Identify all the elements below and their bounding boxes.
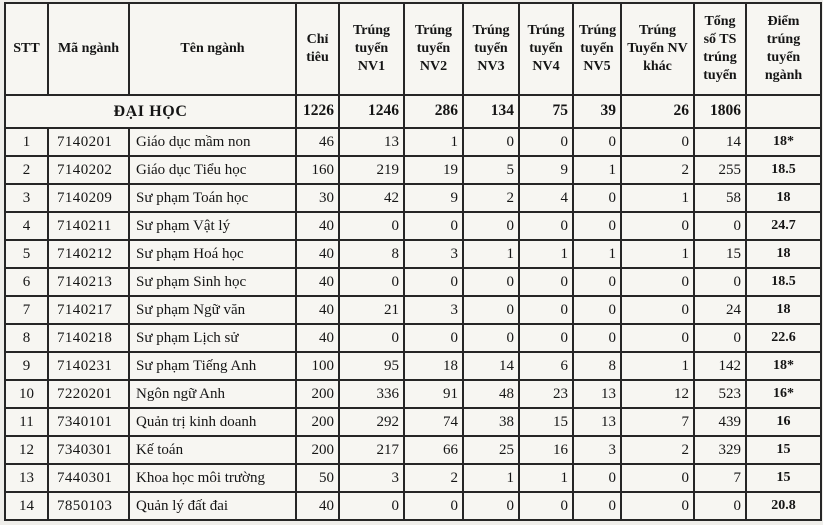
row-quota: 40 bbox=[296, 324, 339, 352]
row-nv3: 1 bbox=[463, 464, 519, 492]
row-nv-khac: 0 bbox=[621, 128, 694, 156]
row-nv-khac: 0 bbox=[621, 324, 694, 352]
row-code: 7140201 bbox=[48, 128, 129, 156]
row-code: 7140211 bbox=[48, 212, 129, 240]
table-row bbox=[5, 156, 821, 184]
row-nv1: 0 bbox=[339, 324, 404, 352]
row-nv1: 8 bbox=[339, 240, 404, 268]
row-score: 24.7 bbox=[746, 212, 821, 240]
row-nv2: 91 bbox=[404, 380, 463, 408]
row-code: 7140209 bbox=[48, 184, 129, 212]
row-nv2: 0 bbox=[404, 268, 463, 296]
summary-diem bbox=[746, 95, 821, 128]
row-nv-khac: 1 bbox=[621, 240, 694, 268]
row-nv3: 0 bbox=[463, 268, 519, 296]
row-stt: 4 bbox=[5, 212, 48, 240]
row-nv5: 1 bbox=[573, 156, 621, 184]
table-row bbox=[5, 380, 821, 408]
row-nv4: 6 bbox=[519, 352, 573, 380]
row-name: Ngôn ngữ Anh bbox=[129, 380, 296, 408]
table-row bbox=[5, 240, 821, 268]
row-total: 0 bbox=[694, 268, 746, 296]
row-nv2: 18 bbox=[404, 352, 463, 380]
row-total: 14 bbox=[694, 128, 746, 156]
row-code: 7340101 bbox=[48, 408, 129, 436]
row-nv2: 74 bbox=[404, 408, 463, 436]
row-nv-khac: 1 bbox=[621, 184, 694, 212]
row-stt: 14 bbox=[5, 492, 48, 520]
row-code: 7440301 bbox=[48, 464, 129, 492]
table-row bbox=[5, 268, 821, 296]
row-nv1: 42 bbox=[339, 184, 404, 212]
table-row bbox=[5, 296, 821, 324]
row-score: 22.6 bbox=[746, 324, 821, 352]
row-quota: 40 bbox=[296, 240, 339, 268]
row-nv1: 0 bbox=[339, 268, 404, 296]
row-nv5: 0 bbox=[573, 464, 621, 492]
row-nv3: 0 bbox=[463, 212, 519, 240]
row-code: 7220201 bbox=[48, 380, 129, 408]
row-quota: 200 bbox=[296, 436, 339, 464]
row-nv2: 0 bbox=[404, 324, 463, 352]
row-nv-khac: 2 bbox=[621, 436, 694, 464]
table-row bbox=[5, 324, 821, 352]
row-nv3: 25 bbox=[463, 436, 519, 464]
summary-nv5: 39 bbox=[573, 95, 621, 128]
row-quota: 46 bbox=[296, 128, 339, 156]
col-header-stt: STT bbox=[5, 3, 48, 95]
row-name: Quản lý đất đai bbox=[129, 492, 296, 520]
row-nv5: 0 bbox=[573, 492, 621, 520]
row-score: 15 bbox=[746, 464, 821, 492]
table-row bbox=[5, 184, 821, 212]
row-score: 18 bbox=[746, 184, 821, 212]
row-name: Sư phạm Toán học bbox=[129, 184, 296, 212]
row-nv2: 1 bbox=[404, 128, 463, 156]
row-nv5: 13 bbox=[573, 408, 621, 436]
row-name: Giáo dục Tiểu học bbox=[129, 156, 296, 184]
row-stt: 9 bbox=[5, 352, 48, 380]
row-total: 0 bbox=[694, 324, 746, 352]
col-header-nv-khac: Trúng Tuyển NV khác bbox=[621, 3, 694, 95]
row-stt: 10 bbox=[5, 380, 48, 408]
col-header-ma-nganh: Mã ngành bbox=[48, 3, 129, 95]
col-header-nv1: Trúng tuyển NV1 bbox=[339, 3, 404, 95]
row-nv1: 21 bbox=[339, 296, 404, 324]
col-header-nv4: Trúng tuyển NV4 bbox=[519, 3, 573, 95]
row-nv5: 0 bbox=[573, 296, 621, 324]
row-nv2: 19 bbox=[404, 156, 463, 184]
col-header-ten-nganh: Tên ngành bbox=[129, 3, 296, 95]
row-nv-khac: 0 bbox=[621, 212, 694, 240]
row-nv3: 0 bbox=[463, 296, 519, 324]
row-name: Sư phạm Tiếng Anh bbox=[129, 352, 296, 380]
row-total: 329 bbox=[694, 436, 746, 464]
row-quota: 160 bbox=[296, 156, 339, 184]
row-nv-khac: 2 bbox=[621, 156, 694, 184]
col-header-chi-tieu: Chỉ tiêu bbox=[296, 3, 339, 95]
row-code: 7140231 bbox=[48, 352, 129, 380]
row-quota: 40 bbox=[296, 492, 339, 520]
row-nv-khac: 0 bbox=[621, 464, 694, 492]
header-row bbox=[5, 3, 821, 95]
row-stt: 6 bbox=[5, 268, 48, 296]
row-score: 18* bbox=[746, 352, 821, 380]
row-stt: 7 bbox=[5, 296, 48, 324]
col-header-nv3: Trúng tuyển NV3 bbox=[463, 3, 519, 95]
row-nv-khac: 0 bbox=[621, 492, 694, 520]
summary-chi-tieu: 1226 bbox=[296, 95, 339, 128]
row-total: 24 bbox=[694, 296, 746, 324]
row-nv3: 0 bbox=[463, 324, 519, 352]
row-nv4: 0 bbox=[519, 212, 573, 240]
row-score: 16* bbox=[746, 380, 821, 408]
col-header-nv2: Trúng tuyển NV2 bbox=[404, 3, 463, 95]
row-nv1: 219 bbox=[339, 156, 404, 184]
row-nv-khac: 1 bbox=[621, 352, 694, 380]
row-nv4: 23 bbox=[519, 380, 573, 408]
row-total: 0 bbox=[694, 492, 746, 520]
row-nv4: 0 bbox=[519, 268, 573, 296]
row-nv5: 0 bbox=[573, 212, 621, 240]
row-score: 18 bbox=[746, 296, 821, 324]
col-header-nv5: Trúng tuyển NV5 bbox=[573, 3, 621, 95]
row-total: 523 bbox=[694, 380, 746, 408]
row-nv1: 217 bbox=[339, 436, 404, 464]
row-score: 15 bbox=[746, 436, 821, 464]
row-nv5: 0 bbox=[573, 268, 621, 296]
row-stt: 2 bbox=[5, 156, 48, 184]
row-name: Sư phạm Sinh học bbox=[129, 268, 296, 296]
row-nv2: 0 bbox=[404, 492, 463, 520]
row-total: 58 bbox=[694, 184, 746, 212]
admission-results-table bbox=[4, 2, 822, 521]
row-stt: 11 bbox=[5, 408, 48, 436]
row-nv5: 0 bbox=[573, 128, 621, 156]
row-code: 7340301 bbox=[48, 436, 129, 464]
row-score: 16 bbox=[746, 408, 821, 436]
row-nv2: 3 bbox=[404, 296, 463, 324]
summary-nv4: 75 bbox=[519, 95, 573, 128]
row-nv3: 38 bbox=[463, 408, 519, 436]
table-row bbox=[5, 492, 821, 520]
row-total: 0 bbox=[694, 212, 746, 240]
table-row bbox=[5, 128, 821, 156]
row-name: Khoa học môi trường bbox=[129, 464, 296, 492]
row-nv4: 0 bbox=[519, 324, 573, 352]
row-code: 7140217 bbox=[48, 296, 129, 324]
row-total: 15 bbox=[694, 240, 746, 268]
row-nv1: 3 bbox=[339, 464, 404, 492]
row-name: Sư phạm Ngữ văn bbox=[129, 296, 296, 324]
table-row bbox=[5, 352, 821, 380]
row-name: Kế toán bbox=[129, 436, 296, 464]
table-row bbox=[5, 436, 821, 464]
col-header-diem: Điểm trúng tuyển ngành bbox=[746, 3, 821, 95]
row-score: 18 bbox=[746, 240, 821, 268]
row-nv5: 1 bbox=[573, 240, 621, 268]
row-name: Sư phạm Hoá học bbox=[129, 240, 296, 268]
row-nv3: 0 bbox=[463, 128, 519, 156]
row-nv3: 5 bbox=[463, 156, 519, 184]
row-quota: 50 bbox=[296, 464, 339, 492]
row-quota: 30 bbox=[296, 184, 339, 212]
row-nv3: 2 bbox=[463, 184, 519, 212]
row-nv4: 1 bbox=[519, 240, 573, 268]
row-name: Sư phạm Lịch sử bbox=[129, 324, 296, 352]
row-quota: 100 bbox=[296, 352, 339, 380]
row-name: Quản trị kinh doanh bbox=[129, 408, 296, 436]
row-nv4: 15 bbox=[519, 408, 573, 436]
summary-label: ĐẠI HỌC bbox=[5, 95, 296, 128]
row-quota: 40 bbox=[296, 296, 339, 324]
row-code: 7140213 bbox=[48, 268, 129, 296]
table-row bbox=[5, 408, 821, 436]
row-nv-khac: 7 bbox=[621, 408, 694, 436]
row-nv2: 66 bbox=[404, 436, 463, 464]
row-code: 7850103 bbox=[48, 492, 129, 520]
row-nv4: 1 bbox=[519, 464, 573, 492]
row-nv4: 0 bbox=[519, 492, 573, 520]
row-score: 20.8 bbox=[746, 492, 821, 520]
row-nv3: 48 bbox=[463, 380, 519, 408]
row-code: 7140218 bbox=[48, 324, 129, 352]
row-nv4: 4 bbox=[519, 184, 573, 212]
row-nv4: 0 bbox=[519, 128, 573, 156]
row-nv4: 16 bbox=[519, 436, 573, 464]
row-name: Sư phạm Vật lý bbox=[129, 212, 296, 240]
summary-tong: 1806 bbox=[694, 95, 746, 128]
row-nv1: 13 bbox=[339, 128, 404, 156]
row-nv1: 292 bbox=[339, 408, 404, 436]
summary-nv3: 134 bbox=[463, 95, 519, 128]
row-name: Giáo dục mầm non bbox=[129, 128, 296, 156]
row-nv2: 2 bbox=[404, 464, 463, 492]
row-stt: 12 bbox=[5, 436, 48, 464]
row-nv5: 13 bbox=[573, 380, 621, 408]
row-quota: 200 bbox=[296, 380, 339, 408]
row-nv1: 0 bbox=[339, 492, 404, 520]
summary-nv2: 286 bbox=[404, 95, 463, 128]
summary-nv1: 1246 bbox=[339, 95, 404, 128]
row-quota: 200 bbox=[296, 408, 339, 436]
row-nv5: 3 bbox=[573, 436, 621, 464]
row-nv5: 8 bbox=[573, 352, 621, 380]
row-nv4: 0 bbox=[519, 296, 573, 324]
row-nv-khac: 12 bbox=[621, 380, 694, 408]
row-stt: 5 bbox=[5, 240, 48, 268]
row-nv3: 14 bbox=[463, 352, 519, 380]
row-score: 18.5 bbox=[746, 156, 821, 184]
row-total: 255 bbox=[694, 156, 746, 184]
row-nv-khac: 0 bbox=[621, 296, 694, 324]
row-nv-khac: 0 bbox=[621, 268, 694, 296]
row-code: 7140202 bbox=[48, 156, 129, 184]
row-nv2: 3 bbox=[404, 240, 463, 268]
col-header-tong-so-ts: Tổng số TS trúng tuyển bbox=[694, 3, 746, 95]
row-stt: 8 bbox=[5, 324, 48, 352]
row-total: 142 bbox=[694, 352, 746, 380]
row-stt: 13 bbox=[5, 464, 48, 492]
row-score: 18.5 bbox=[746, 268, 821, 296]
row-total: 439 bbox=[694, 408, 746, 436]
table-body bbox=[5, 95, 821, 520]
summary-row-dai-hoc bbox=[5, 95, 821, 128]
row-stt: 3 bbox=[5, 184, 48, 212]
table-row bbox=[5, 464, 821, 492]
row-nv3: 0 bbox=[463, 492, 519, 520]
table-row bbox=[5, 212, 821, 240]
row-nv1: 95 bbox=[339, 352, 404, 380]
row-code: 7140212 bbox=[48, 240, 129, 268]
row-stt: 1 bbox=[5, 128, 48, 156]
row-nv5: 0 bbox=[573, 324, 621, 352]
row-nv4: 9 bbox=[519, 156, 573, 184]
row-nv1: 0 bbox=[339, 212, 404, 240]
row-nv2: 9 bbox=[404, 184, 463, 212]
row-quota: 40 bbox=[296, 268, 339, 296]
row-total: 7 bbox=[694, 464, 746, 492]
summary-nv-khac: 26 bbox=[621, 95, 694, 128]
row-nv5: 0 bbox=[573, 184, 621, 212]
row-nv1: 336 bbox=[339, 380, 404, 408]
row-quota: 40 bbox=[296, 212, 339, 240]
row-nv2: 0 bbox=[404, 212, 463, 240]
row-nv3: 1 bbox=[463, 240, 519, 268]
row-score: 18* bbox=[746, 128, 821, 156]
